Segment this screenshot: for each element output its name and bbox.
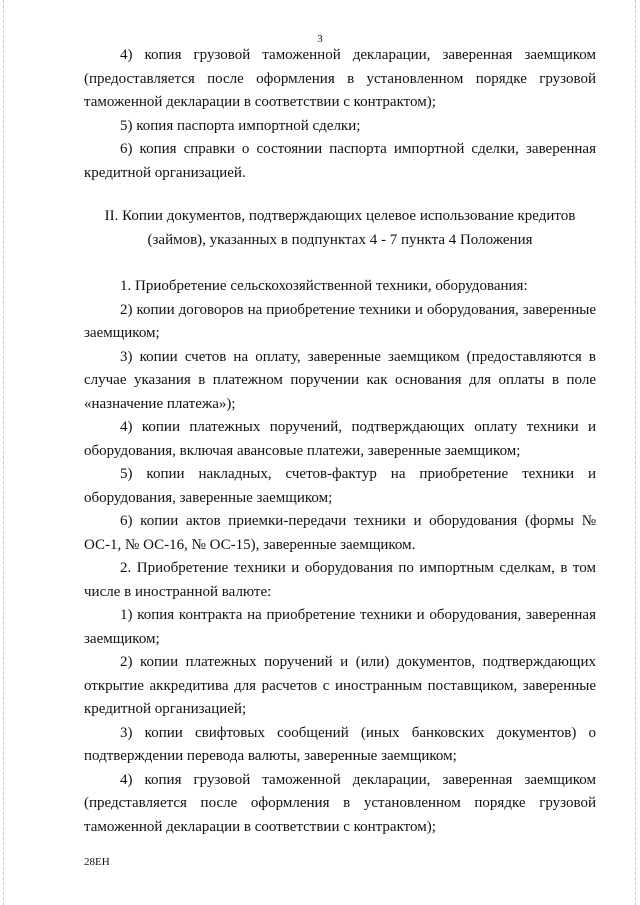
paragraph-item-1-4: 4) копии платежных поручений, подтверждающих оплату техники и оборудования, включая авансовые платежи, заверенные заемщиком; xyxy=(84,419,596,459)
paragraph-item-2-1: 1) копия контракта на приобретение техники и оборудования, заверенная заемщиком; xyxy=(84,607,596,647)
footer-code: 28ЕН xyxy=(84,856,110,868)
paragraph-item-2-3: 3) копии свифтовых сообщений (иных банковских документов) о подтверждении перевода валюты, заверенные заемщиком; xyxy=(84,724,596,764)
scan-edge-right xyxy=(635,0,637,905)
paragraph-item-1: 1. Приобретение сельскохозяйственной техники, оборудования: xyxy=(120,278,528,294)
document-body xyxy=(84,44,596,839)
paragraph-item-2-4: 4) копия грузовой таможенной декларации, заверенная заемщиком (представляется после оформления в установленном порядке грузовой таможенной декларации в соответствии с контрактом); xyxy=(84,771,596,835)
paragraph-item-2-2: 2) копии платежных поручений и (или) документов, подтверждающих открытие аккредитива для расчетов с иностранным поставщиком, заверенные кредитной организацией; xyxy=(84,654,596,717)
scan-edge-left xyxy=(3,0,5,905)
paragraph-item-1-2: 2) копии договоров на приобретение техники и оборудования, заверенные заемщиком; xyxy=(84,301,596,341)
page-number: 3 xyxy=(317,33,323,45)
paragraph-import-passport: 5) копия паспорта импортной сделки; xyxy=(120,117,361,134)
paragraph-item-1-3: 3) копии счетов на оплату, заверенные заемщиком (предоставляются в случае указания в платежном поручении как основания для оплаты в поле «назначение платежа»); xyxy=(84,348,596,412)
paragraph-customs-declaration: 4) копия грузовой таможенной декларации, заверенная заемщиком (предоставляется после оформления в установленном порядке грузовой таможенной декларации в соответствии с контрактом); xyxy=(84,47,596,110)
paragraph-item-1-6: 6) копии актов приемки-передачи техники и оборудования (формы № ОС-1, № ОС-16, № ОС-15), заверенные заемщиком. xyxy=(84,513,596,553)
paragraph-passport-status: 6) копия справки о состоянии паспорта импортной сделки, заверенная кредитной организацией. xyxy=(84,141,596,181)
section-heading: II. Копии документов, подтверждающих целевое использование кредитов (займов), указанных в подпунктах 4 - 7 пункта 4 Положения xyxy=(104,208,576,248)
paragraph-item-1-5: 5) копии накладных, счетов-фактур на приобретение техники и оборудования, заверенные заемщиком; xyxy=(84,466,596,506)
paragraph-item-2: 2. Приобретение техники и оборудования по импортным сделкам, в том числе в иностранной валюте: xyxy=(84,560,596,600)
